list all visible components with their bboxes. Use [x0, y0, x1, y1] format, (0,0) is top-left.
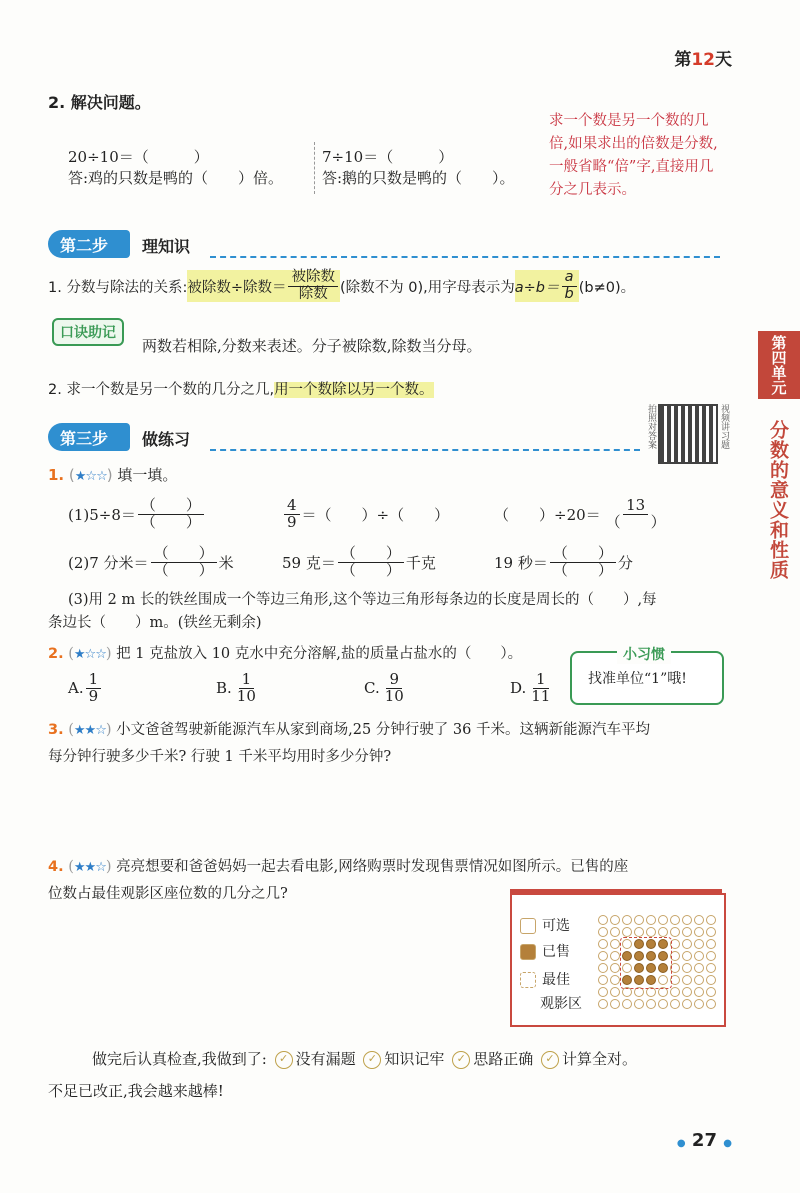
difficulty-stars: ★☆☆	[74, 469, 107, 484]
seat-available	[658, 927, 668, 937]
page-number: ● 27 ●	[676, 1130, 732, 1151]
check-line: 做完后认真检查,我做到了: ✓ 没有漏题 ✓ 知识记牢 ✓ 思路正确 ✓ 计算全对。	[92, 1050, 638, 1068]
right-equation: 7÷10＝（ ）	[322, 148, 454, 166]
divider	[314, 142, 315, 194]
difficulty-stars: ★★☆	[73, 860, 106, 875]
q3-line2: 每分钟行驶多少千米? 行驶 1 千米平均用时多少分钟?	[48, 749, 392, 765]
q2-option-a[interactable]: A. $\frac{1}{9}$	[68, 668, 103, 708]
q2-option-d[interactable]: D. $\frac{1}{11}$	[510, 669, 551, 705]
q4-line1: 4. (★★☆) 亮亮想要和爸爸妈妈一起去看电影,网络购票时发现售票情况如图所示。已售的座	[48, 859, 629, 875]
seat-available	[598, 915, 608, 925]
seat-available	[598, 975, 608, 985]
highlight-formula: 被除数÷除数＝ $\frac{\text{被除数}}{\text{除数}}$	[187, 270, 340, 301]
seat-available	[670, 987, 680, 997]
seat-grid	[598, 915, 718, 1015]
legend-sold: 已售	[520, 941, 570, 961]
check-icon: ✓	[541, 1051, 559, 1069]
seat-available	[622, 915, 632, 925]
seat-available	[610, 975, 620, 985]
seat-available	[622, 999, 632, 1009]
seat-available	[694, 999, 704, 1009]
sold-icon	[520, 944, 536, 960]
seat-available	[694, 975, 704, 985]
seat-available	[682, 951, 692, 961]
qr-caption-right: 视频讲习题	[719, 404, 729, 449]
q4-line2: 位数占最佳观影区座位数的几分之几?	[48, 886, 288, 902]
legend-best-2: 观影区	[540, 996, 582, 1012]
seat-available	[670, 999, 680, 1009]
relation-line: 1. 分数与除法的关系: 被除数÷除数＝ $\frac{\text{被除数}}{\text{除数}}$ (除数不为 0),用字母表示为 a÷b＝ $\frac{a}{b}$ (b≠0)。	[48, 269, 636, 302]
legend-best: 最佳	[520, 969, 570, 989]
tip-text: 找准单位“1”哦!	[588, 671, 687, 687]
unit-title: 分数的意义和性质	[767, 420, 789, 580]
seat-available	[694, 939, 704, 949]
unit-tab: 第四单元	[758, 331, 800, 399]
seat-available	[694, 987, 704, 997]
section-title: 2. 解决问题。	[48, 93, 151, 112]
seat-available	[706, 939, 716, 949]
qr-code[interactable]	[658, 404, 718, 464]
seat-available	[598, 951, 608, 961]
seat-available	[694, 951, 704, 961]
q1-row1a: (1)5÷8＝ $\frac{( )}{( )}$	[68, 492, 206, 536]
check-icon: ✓	[275, 1051, 293, 1069]
seat-available	[706, 987, 716, 997]
seat-available	[598, 963, 608, 973]
seat-available	[694, 963, 704, 973]
seat-available	[598, 927, 608, 937]
seat-available	[610, 927, 620, 937]
seat-available	[682, 975, 692, 985]
seat-available	[706, 999, 716, 1009]
seat-available	[658, 915, 668, 925]
seat-available	[706, 963, 716, 973]
seat-available	[658, 999, 668, 1009]
seat-available	[706, 927, 716, 937]
legend-available: 可选	[520, 915, 570, 935]
seat-available	[610, 987, 620, 997]
seat-available	[610, 915, 620, 925]
side-note: 求一个数是另一个数的几倍,如果求出的倍数是分数,一般省略“倍”字,直接用几分之几表示。	[549, 113, 718, 198]
item2-line: 2. 求一个数是另一个数的几分之几,用一个数除以另一个数。	[48, 382, 434, 398]
seat-available	[706, 975, 716, 985]
seat-available	[610, 963, 620, 973]
seat-available	[646, 999, 656, 1009]
day-number: 12	[691, 50, 715, 70]
seat-available	[646, 927, 656, 937]
mnemonic-badge: 口诀助记	[52, 318, 124, 346]
step3-banner: 第三步	[48, 423, 130, 451]
step3-title: 做练习	[142, 430, 191, 449]
q2-option-c[interactable]: C. $\frac{9}{10}$	[364, 669, 404, 705]
best-zone-icon	[520, 972, 536, 988]
seat-available	[682, 939, 692, 949]
seat-available	[694, 927, 704, 937]
seat-available	[694, 915, 704, 925]
step2-banner: 第二步	[48, 230, 130, 258]
seat-available	[682, 927, 692, 937]
seat-available	[682, 963, 692, 973]
seat-available	[634, 927, 644, 937]
best-zone-outline	[620, 937, 672, 989]
q1-row2a: (2)7 分米＝ $\frac{( )}{( )}$ 米	[68, 543, 234, 579]
right-answer: 答:鹅的只数是鸭的（ ）。	[322, 169, 515, 187]
qr-caption-left: 拍照对答案	[646, 404, 656, 449]
available-icon	[520, 918, 536, 934]
seat-available	[682, 987, 692, 997]
seat-available	[634, 999, 644, 1009]
q1-row2b: 59 克＝ $\frac{( )}{( )}$ 千克	[282, 543, 436, 579]
step2-title: 理知识	[142, 237, 191, 256]
seat-available	[598, 999, 608, 1009]
q1-header: 1. (★☆☆) 填一填。	[48, 466, 178, 484]
q1-row1b: $\frac{4}{9}$ ＝（ ）÷（ ）	[282, 492, 449, 536]
q1-row2c: 19 秒＝ $\frac{( )}{( )}$ 分	[494, 543, 633, 579]
q2-option-b[interactable]: B. $\frac{1}{10}$	[216, 669, 256, 705]
seat-available	[598, 939, 608, 949]
step2-rule	[210, 256, 720, 258]
seat-available	[622, 927, 632, 937]
seat-available	[610, 951, 620, 961]
seat-available	[634, 915, 644, 925]
left-equation: 20÷10＝（ ）	[68, 148, 209, 166]
step3-rule	[210, 449, 640, 451]
seat-available	[670, 927, 680, 937]
q2-text: 2. (★☆☆) 把 1 克盐放入 10 克水中充分溶解,盐的质量占盐水的（ ）。	[48, 646, 523, 662]
seat-available	[646, 915, 656, 925]
difficulty-stars: ★☆☆	[73, 647, 106, 662]
formula-fraction: $\frac{\text{被除数}}{\text{除数}}$	[288, 270, 338, 301]
q3-line1: 3. (★★☆) 小文爸爸驾驶新能源汽车从家到商场,25 分钟行驶了 36 千米。这辆新能源汽车平均	[48, 722, 650, 738]
left-answer: 答:鸡的只数是鸭的（ ）倍。	[68, 169, 284, 187]
seat-available	[682, 999, 692, 1009]
q1-row3-line1: (3)用 2 m 长的铁丝围成一个等边三角形,这个等边三角形每条边的长度是周长的（ ）,每	[68, 592, 657, 608]
seat-available	[706, 915, 716, 925]
check-icon: ✓	[452, 1051, 470, 1069]
encourage-line: 不足已改正,我会越来越棒!	[48, 1082, 224, 1100]
mnemonic-text: 两数若相除,分数来表述。分子被除数,除数当分母。	[142, 337, 482, 355]
letter-formula: a÷b＝ $\frac{a}{b}$	[515, 270, 579, 301]
seat-available	[610, 999, 620, 1009]
q1-row3-line2: 条边长（ ）m。(铁丝无剩余)	[48, 615, 262, 631]
seat-available	[682, 915, 692, 925]
difficulty-stars: ★★☆	[73, 723, 106, 738]
seat-chart	[510, 893, 726, 1027]
seat-available	[670, 915, 680, 925]
q1-row1c: （ ）÷20＝ $\frac{13}{( )}$	[494, 495, 666, 531]
day-label: 第12天	[674, 50, 732, 70]
seat-available	[598, 987, 608, 997]
seat-available	[706, 951, 716, 961]
check-icon: ✓	[363, 1051, 381, 1069]
tip-title: 小习惯	[617, 644, 671, 664]
seat-available	[610, 939, 620, 949]
